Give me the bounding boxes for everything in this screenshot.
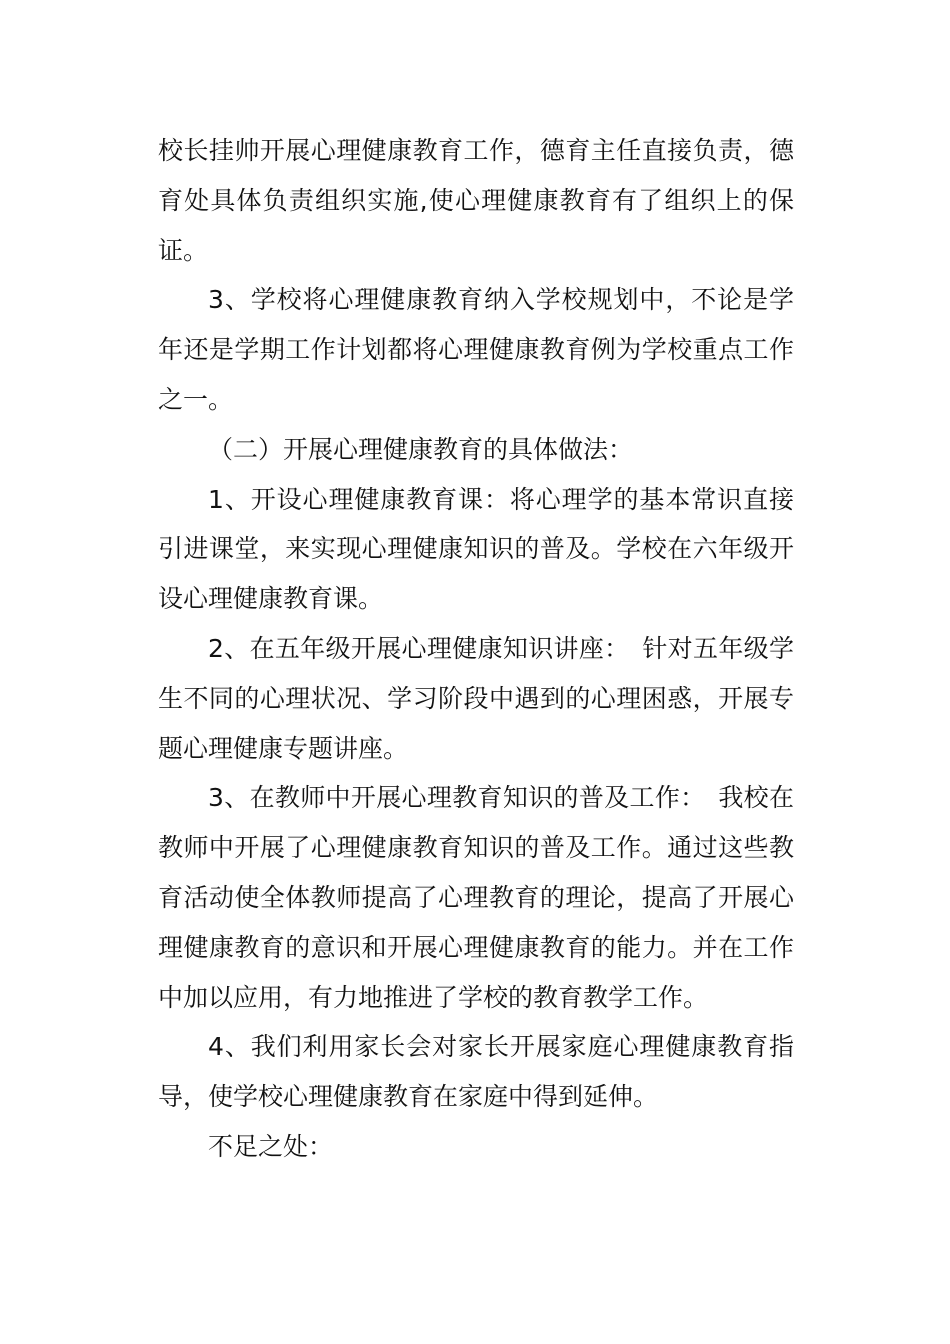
- section-heading-methods: （二）开展心理健康教育的具体做法：: [208, 434, 634, 464]
- paragraph-continuation: 校长挂帅开展心理健康教育工作，德育主任直接负责，德育处具体负责组织实施,使心理健康教育有了组织上的保证。: [158, 136, 794, 265]
- section-heading-shortcomings: 不足之处：: [208, 1131, 334, 1161]
- paragraph-item-2-lecture: 2、在五年级开展心理健康知识讲座： 针对五年级学生不同的心理状况、学习阶段中遇到的心理困惑，开展专题心理健康专题讲座。: [158, 633, 794, 763]
- paragraph-item-3-planning: 3、学校将心理健康教育纳入学校规划中，不论是学年还是学期工作计划都将心理健康教育例为学校重点工作之一。: [158, 285, 794, 414]
- paragraph-item-4-parents: 4、我们利用家长会对家长开展家庭心理健康教育指导，使学校心理健康教育在家庭中得到延伸。: [158, 1032, 794, 1112]
- paragraph-item-1-course: 1、开设心理健康教育课：将心理学的基本常识直接引进课堂，来实现心理健康知识的普及。学校在六年级开设心理健康教育课。: [158, 484, 794, 614]
- document-body: [158, 126, 794, 1172]
- paragraph-item-3-teachers: 3、在教师中开展心理教育知识的普及工作： 我校在教师中开展了心理健康教育知识的普及工作。通过这些教育活动使全体教师提高了心理教育的理论，提高了开展心理健康教育的意识和开展心理健康教育的能力。并在工作中加以应用，有力地推进了学校的教育教学工作。: [158, 783, 794, 1012]
